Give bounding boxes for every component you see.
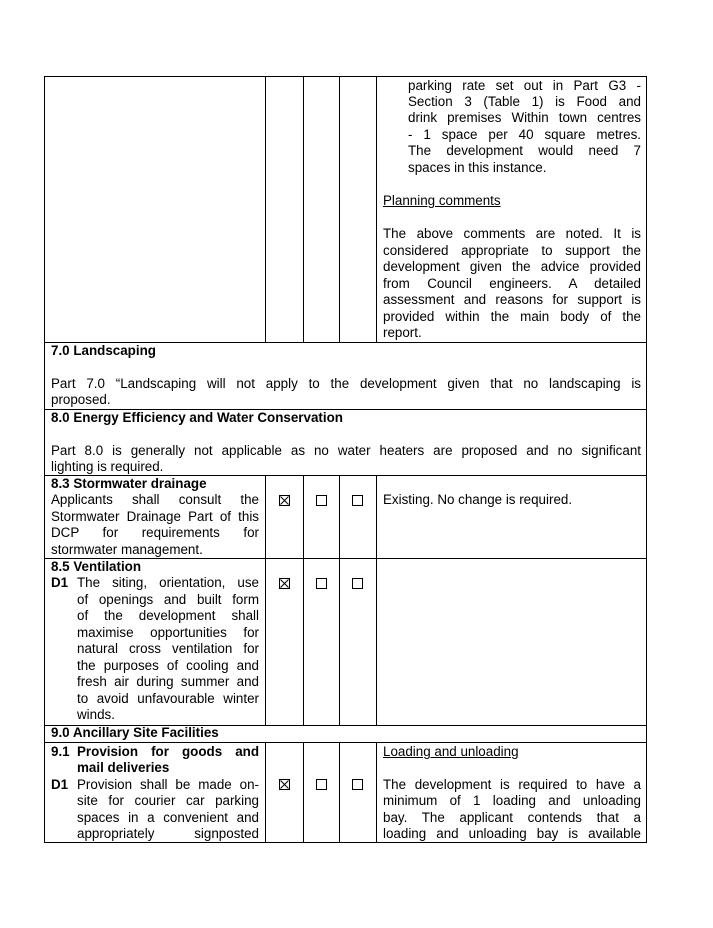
- ventilation-text-line: the purposes of cooling and: [77, 658, 259, 673]
- goods-checkbox-no[interactable]: [316, 779, 327, 790]
- parking-text-line: - 1 space per 40 square metres.: [408, 127, 641, 142]
- ventilation-checkbox-na[interactable]: [352, 578, 363, 589]
- column-divider: [303, 475, 304, 726]
- planning-comments-heading: Planning comments: [383, 193, 501, 208]
- stormwater-checkbox-no[interactable]: [316, 495, 327, 506]
- loading-comment-line: minimum of 1 loading and unloading: [383, 793, 641, 808]
- landscaping-heading: 7.0 Landscaping: [51, 343, 156, 358]
- goods-text-line: Provision shall be made on-: [77, 777, 259, 792]
- energy-text-line: lighting is required.: [51, 459, 164, 474]
- goods-text-line: spaces in a convenient and: [77, 810, 259, 825]
- stormwater-text-line: stormwater management.: [51, 542, 203, 557]
- stormwater-checkbox-yes[interactable]: [279, 495, 290, 506]
- column-divider: [339, 475, 340, 726]
- ventilation-text-line: winds.: [77, 707, 115, 722]
- column-divider: [376, 76, 377, 343]
- column-divider: [265, 742, 266, 843]
- ventilation-text-line: of openings and built form: [77, 592, 259, 607]
- column-divider: [303, 742, 304, 843]
- goods-heading-line: mail deliveries: [77, 760, 170, 775]
- column-divider: [376, 475, 377, 726]
- ventilation-text-line: The siting, orientation, use: [77, 575, 259, 590]
- planning-comment-line: The above comments are noted. It is: [383, 226, 641, 241]
- goods-text-line: site for courier car parking: [77, 793, 259, 808]
- column-divider: [339, 742, 340, 843]
- planning-comment-line: provided within the main body of the: [383, 309, 641, 324]
- ventilation-text-line: of the development shall: [77, 608, 259, 623]
- loading-comment-line: bay. The applicant contends that a: [383, 810, 641, 825]
- ancillary-heading: 9.0 Ancillary Site Facilities: [51, 725, 219, 740]
- stormwater-checkbox-na[interactable]: [352, 495, 363, 506]
- stormwater-heading: 8.3 Stormwater drainage: [51, 476, 207, 491]
- goods-text-line: appropriately signposted: [77, 826, 259, 841]
- goods-heading-number: 9.1: [51, 744, 70, 759]
- table-left-border: [44, 76, 45, 843]
- parking-text-line: The development would need 7: [408, 143, 641, 158]
- goods-checkbox-yes[interactable]: [279, 779, 290, 790]
- parking-text-line: drink premises Within town centres: [408, 110, 641, 125]
- ventilation-text-line: to avoid unfavourable winter: [77, 691, 259, 706]
- planning-comment-line: assessment and reasons for support is: [383, 292, 641, 307]
- energy-text-line: Part 8.0 is generally not applicable as no water heaters are proposed and no significant: [51, 443, 641, 458]
- ventilation-text-line: maximise opportunities for: [77, 625, 259, 640]
- checkbox-cross-icon: [280, 579, 289, 588]
- table-top-border: [44, 76, 647, 77]
- loading-comment-line: loading and unloading bay is available: [383, 826, 641, 841]
- column-divider: [339, 76, 340, 343]
- planning-comment-line: from Council engineers. A detailed: [383, 276, 641, 291]
- planning-comment-line: report.: [383, 325, 422, 340]
- column-divider: [265, 76, 266, 343]
- ventilation-checkbox-no[interactable]: [316, 578, 327, 589]
- planning-comment-line: development given the advice provided: [383, 259, 641, 274]
- loading-comment-line: The development is required to have a: [383, 777, 641, 792]
- column-divider: [265, 475, 266, 726]
- loading-unloading-heading: Loading and unloading: [383, 744, 519, 759]
- column-divider: [376, 742, 377, 843]
- ventilation-text-line: fresh air during summer and: [77, 674, 259, 689]
- checkbox-cross-icon: [280, 496, 289, 505]
- stormwater-text-line: Stormwater Drainage Part of this: [51, 509, 259, 524]
- parking-text-line: spaces in this instance.: [408, 160, 547, 175]
- ventilation-heading: 8.5 Ventilation: [51, 559, 142, 574]
- row-divider: [44, 742, 647, 743]
- stormwater-text-line: DCP for requirements for: [51, 525, 259, 540]
- goods-heading-line: Provision for goods and: [77, 744, 259, 759]
- parking-text-line: parking rate set out in Part G3 -: [408, 78, 641, 93]
- checkbox-cross-icon: [280, 780, 289, 789]
- landscaping-text-line: Part 7.0 “Landscaping will not apply to the development given that no landscaping is: [51, 376, 641, 391]
- column-divider: [303, 76, 304, 343]
- ventilation-text-line: natural cross ventilation for: [77, 641, 259, 656]
- goods-clause-label: D1: [51, 777, 69, 792]
- landscaping-text-line: proposed.: [51, 392, 111, 407]
- stormwater-comment: Existing. No change is required.: [383, 492, 573, 507]
- ventilation-clause-label: D1: [51, 575, 69, 590]
- goods-checkbox-na[interactable]: [352, 779, 363, 790]
- table-right-border: [646, 76, 647, 843]
- parking-text-line: Section 3 (Table 1) is Food and: [408, 94, 641, 109]
- energy-heading: 8.0 Energy Efficiency and Water Conservation: [51, 410, 343, 425]
- ventilation-checkbox-yes[interactable]: [279, 578, 290, 589]
- stormwater-text-line: Applicants shall consult the: [51, 492, 259, 507]
- planning-comment-line: considered appropriate to support the: [383, 243, 641, 258]
